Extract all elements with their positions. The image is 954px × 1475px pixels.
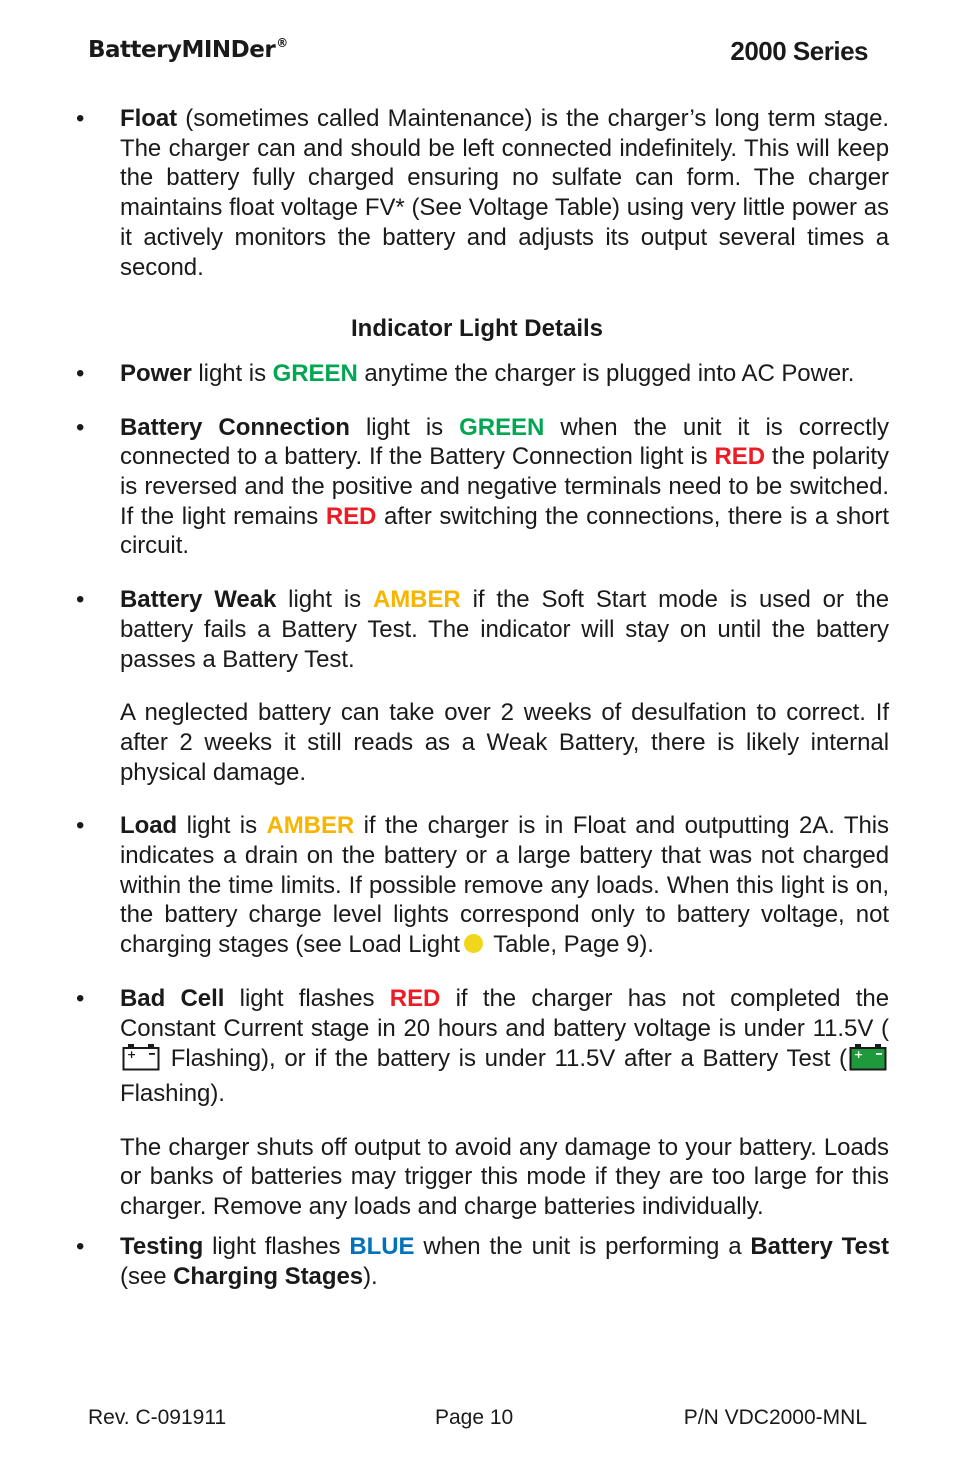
series-title: 2000 Series — [730, 36, 868, 66]
battery-connection-paragraph — [120, 413, 889, 562]
text: light flashes — [203, 1232, 350, 1260]
battery-weak-term: Battery Weak — [120, 586, 277, 614]
bad-cell-note: The charger shuts off output to avoid any damage to your battery. Loads or banks of batteries may trigger this mode if they are too large for this charger. Remove any loads and charge batteries individually. — [120, 1133, 889, 1221]
color-word-red: RED — [389, 984, 441, 1012]
testing-paragraph — [120, 1232, 889, 1291]
battery-weak-note: A neglected battery can take over 2 weeks of desulfation to correct. If after 2 weeks it still reads as a Weak Battery, there is likely internal physical damage. — [120, 699, 889, 786]
page-number: Page 10 — [435, 1406, 514, 1429]
text: (see — [120, 1262, 174, 1290]
load-paragraph — [120, 811, 889, 960]
text: when the unit is performing a — [414, 1232, 751, 1260]
part-number: P/N VDC2000-MNL — [683, 1406, 867, 1429]
text: light is — [177, 812, 267, 840]
bullet-marker: • — [76, 984, 85, 1012]
battery-connection-bullet — [0, 413, 954, 562]
float-paragraph — [120, 104, 889, 282]
color-word-blue: BLUE — [349, 1232, 415, 1260]
battery-weak-paragraph — [120, 585, 889, 674]
text: the polarity is reversed and the positive and negative terminals need to be switched. If the light remains — [120, 443, 889, 530]
text: Flashing). — [120, 1079, 225, 1107]
bad-cell-bullet — [0, 984, 954, 1109]
text: if the charger is in Float and outputting 2A. This indicates a drain on the battery or a large battery that was not charged within the time limits. If possible remove any loads. When this light is on, the battery charge level lights correspond only to battery voltage, not charging stages (see Load Light — [120, 812, 889, 959]
text: if the Soft Start mode is used or the battery fails a Battery Test. The indicator will stay on until the battery passes a Battery Test. — [120, 586, 890, 673]
color-word-green: GREEN — [459, 413, 545, 441]
battery-outline-icon — [122, 1043, 160, 1079]
text: Table, Page 9). — [487, 931, 654, 959]
load-light-dot-icon — [464, 934, 483, 953]
power-term: Power — [120, 359, 192, 387]
battery-connection-term: Battery Connection — [120, 413, 350, 441]
battery-test-ref: Battery Test — [750, 1232, 889, 1260]
color-word-green: GREEN — [272, 359, 358, 387]
bullet-marker: • — [76, 105, 85, 132]
registered-mark: ® — [276, 36, 288, 50]
testing-term: Testing — [120, 1232, 204, 1260]
bullet-marker: • — [76, 1232, 85, 1260]
charging-stages-ref: Charging Stages — [173, 1262, 364, 1290]
color-word-red: RED — [325, 502, 377, 530]
float-bullet — [0, 104, 954, 282]
bad-cell-term: Bad Cell — [120, 984, 225, 1012]
svg-text:+: + — [854, 1048, 864, 1062]
float-term: Float — [120, 105, 178, 132]
battery-filled-icon — [849, 1043, 887, 1079]
text: ). — [363, 1262, 378, 1290]
bullet-marker: • — [76, 812, 85, 840]
battery-weak-bullet — [0, 585, 954, 674]
text: light is — [191, 359, 273, 387]
bad-cell-paragraph — [120, 984, 889, 1109]
text: light is — [349, 413, 460, 441]
color-word-amber: AMBER — [266, 812, 355, 840]
page-header — [88, 36, 868, 72]
text: Flashing), or if the battery is under 11.5V after a Battery Test ( — [162, 1045, 847, 1073]
page-content — [0, 104, 954, 1291]
text: anytime the charger is plugged into AC Power. — [357, 359, 855, 387]
power-bullet — [0, 359, 954, 389]
svg-text:+: + — [127, 1048, 137, 1062]
revision: Rev. C-091911 — [88, 1406, 227, 1429]
text: if the charger has not completed the Constant Current stage in 20 hours and battery voltage is under 11.5V ( — [120, 984, 890, 1042]
text: light flashes — [224, 984, 390, 1012]
color-word-amber: AMBER — [372, 586, 461, 614]
power-paragraph — [120, 359, 889, 389]
brand-name: BatteryMINDer — [88, 37, 276, 63]
load-term: Load — [120, 812, 178, 840]
page-footer — [88, 1406, 867, 1434]
bullet-marker: • — [76, 413, 85, 441]
bullet-marker: • — [76, 586, 85, 614]
bullet-marker: • — [76, 359, 85, 387]
text: when the unit it is correctly connected to a battery. If the Battery Connection light is — [120, 413, 889, 471]
text: after switching the connections, there is a short circuit. — [120, 502, 889, 560]
load-bullet — [0, 811, 954, 960]
color-word-red: RED — [714, 443, 765, 471]
brand-logo — [88, 36, 288, 63]
text: light is — [276, 586, 373, 614]
section-title: Indicator Light Details — [350, 315, 604, 343]
float-text: (sometimes called Maintenance) is the charger’s long term stage. The charger can and should be left connected indefinitely. This will keep the battery fully charged ensuring no sulfate can form. The charger maintains float voltage FV* (See Voltage Table) using very little power as it actively monitors the battery and adjusts its output several times a second. — [120, 105, 889, 281]
testing-bullet — [0, 1232, 954, 1291]
